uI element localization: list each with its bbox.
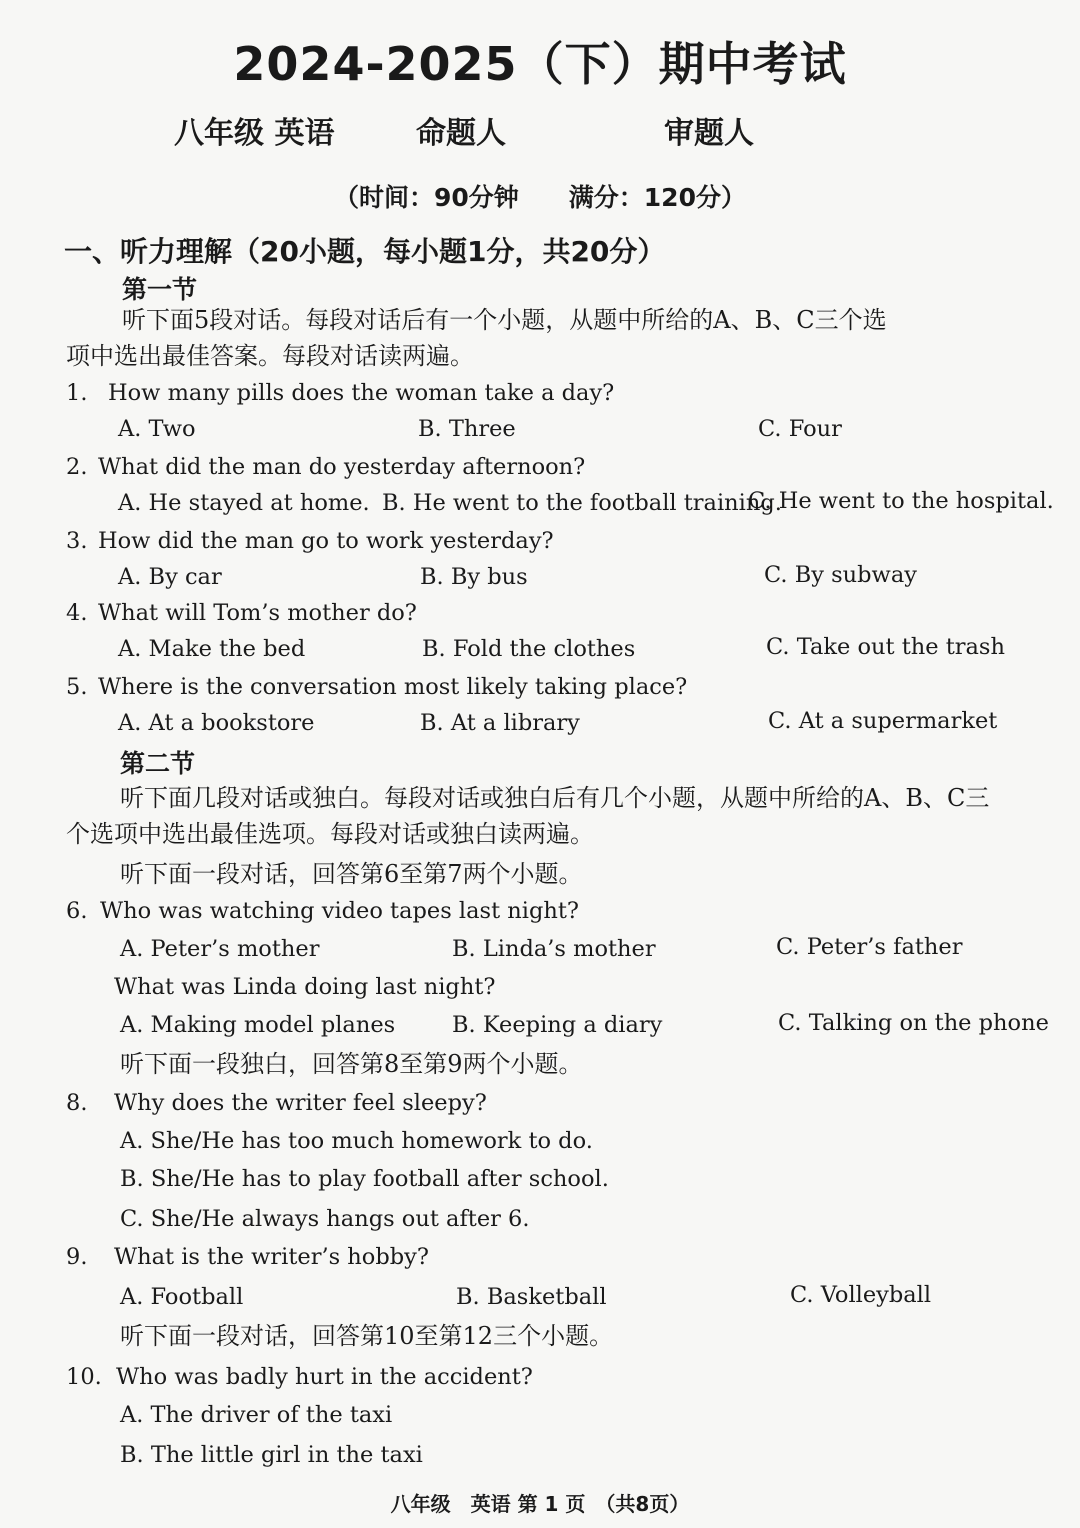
question-text: Where is the conversation most likely taking place? bbox=[98, 674, 688, 700]
option-a: A. At a bookstore bbox=[118, 710, 315, 736]
question-number: 9. bbox=[66, 1244, 88, 1270]
reviewer-label: 审题人 bbox=[664, 116, 754, 151]
part1-instruction-line1: 听下面5段对话。每段对话后有一个小题，从题中所给的A、B、C三个选 bbox=[122, 306, 887, 334]
part2-heading: 第二节 bbox=[120, 749, 196, 778]
option-b: B. At a library bbox=[420, 710, 580, 736]
option-b: B. Three bbox=[418, 416, 516, 442]
question-text: How did the man go to work yesterday? bbox=[98, 528, 554, 554]
group-instruction: 听下面一段独白，回答第8至第9两个小题。 bbox=[120, 1050, 583, 1078]
question-number: 2. bbox=[66, 454, 88, 480]
option-b: B. Basketball bbox=[456, 1284, 607, 1310]
option-a: A. By car bbox=[118, 564, 222, 590]
option-c: C. He went to the hospital. bbox=[748, 488, 1054, 514]
option-a: A. The driver of the taxi bbox=[120, 1402, 393, 1428]
option-b: B. Linda’s mother bbox=[452, 936, 656, 962]
question-number: 5. bbox=[66, 674, 88, 700]
option-b: B. He went to the football training. bbox=[382, 490, 782, 516]
option-b: B. By bus bbox=[420, 564, 528, 590]
grade-subject: 八年级 英语 bbox=[174, 116, 335, 151]
question-text: What was Linda doing last night? bbox=[114, 974, 496, 1000]
part2-instruction-line2: 个选项中选出最佳选项。每段对话或独白读两遍。 bbox=[66, 820, 594, 848]
group-instruction: 听下面一段对话，回答第10至第12三个小题。 bbox=[120, 1322, 614, 1350]
option-b: B. The little girl in the taxi bbox=[120, 1442, 423, 1468]
part2-instruction-line1: 听下面几段对话或独白。每段对话或独白后有几个小题，从题中所给的A、B、C三 bbox=[120, 784, 990, 812]
question-number: 8. bbox=[66, 1090, 88, 1116]
question-text: Who was badly hurt in the accident? bbox=[116, 1364, 533, 1390]
option-c: C. By subway bbox=[764, 562, 917, 588]
option-a: A. Peter’s mother bbox=[120, 936, 320, 962]
option-c: C. At a supermarket bbox=[768, 708, 998, 734]
option-a: A. Making model planes bbox=[120, 1012, 396, 1038]
section-title: 一、听力理解（20小题，每小题1分，共20分） bbox=[64, 235, 666, 268]
option-a: A. Football bbox=[120, 1284, 244, 1310]
question-text: What is the writer’s hobby? bbox=[114, 1244, 429, 1270]
part1-heading: 第一节 bbox=[122, 275, 198, 304]
option-c: C. She/He always hangs out after 6. bbox=[120, 1206, 530, 1232]
question-text: What did the man do yesterday afternoon? bbox=[98, 454, 586, 480]
option-c: C. Talking on the phone bbox=[778, 1010, 1049, 1036]
question-number: 3. bbox=[66, 528, 88, 554]
question-number: 10. bbox=[66, 1364, 102, 1390]
part1-instruction-line2: 项中选出最佳答案。每段对话读两遍。 bbox=[66, 342, 474, 370]
question-number: 6. bbox=[66, 898, 88, 924]
question-text: Who was watching video tapes last night? bbox=[100, 898, 579, 924]
question-text: How many pills does the woman take a day? bbox=[108, 380, 615, 406]
question-text: What will Tom’s mother do? bbox=[98, 600, 417, 626]
option-b: B. Fold the clothes bbox=[422, 636, 636, 662]
option-c: C. Take out the trash bbox=[766, 634, 1005, 660]
option-a: A. Make the bed bbox=[118, 636, 306, 662]
option-c: C. Four bbox=[758, 416, 842, 442]
group-instruction: 听下面一段对话，回答第6至第7两个小题。 bbox=[120, 860, 583, 888]
setter-label: 命题人 bbox=[416, 116, 506, 151]
option-a: A. Two bbox=[118, 416, 196, 442]
exam-title: 2024-2025（下）期中考试 bbox=[233, 37, 847, 91]
option-c: C. Peter’s father bbox=[776, 934, 963, 960]
question-number: 4. bbox=[66, 600, 88, 626]
time-score: （时间：90分钟 满分：120分） bbox=[334, 183, 746, 212]
page-footer: 八年级 英语 第 1 页 （共8页） bbox=[390, 1492, 690, 1516]
option-c: C. Volleyball bbox=[790, 1282, 932, 1308]
option-a: A. She/He has too much homework to do. bbox=[120, 1128, 593, 1154]
question-text: Why does the writer feel sleepy? bbox=[114, 1090, 487, 1116]
question-number: 1. bbox=[66, 380, 88, 406]
option-b: B. Keeping a diary bbox=[452, 1012, 663, 1038]
option-b: B. She/He has to play football after school. bbox=[120, 1166, 609, 1192]
option-a: A. He stayed at home. bbox=[118, 490, 370, 516]
